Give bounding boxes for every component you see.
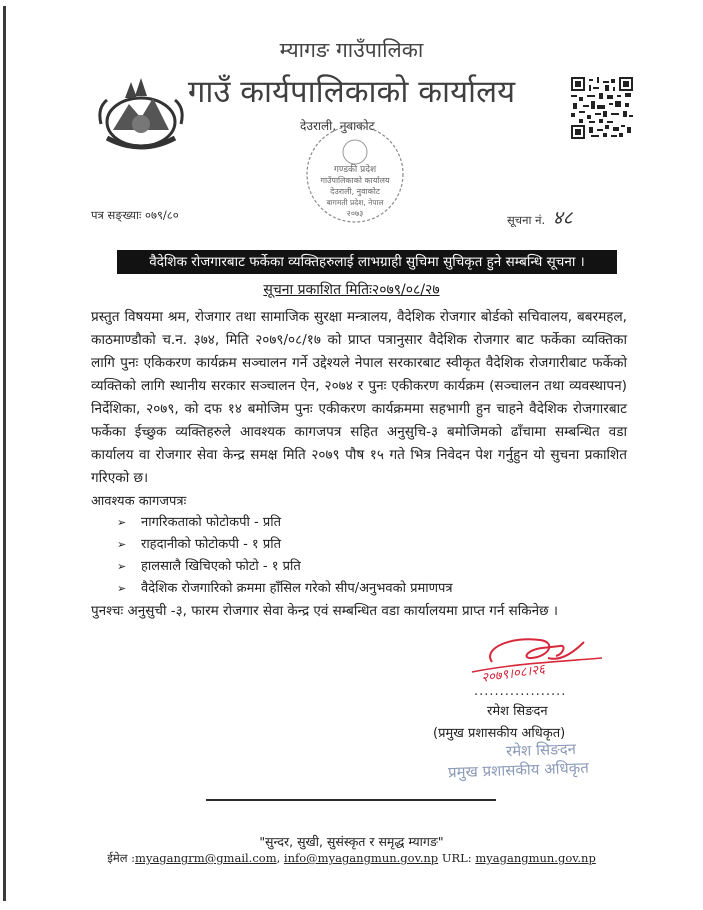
page-left-border: [3, 6, 6, 901]
postscript: पुनश्चः अनुसुची -३, फारम रोजगार सेवा केन्द्र एवं सम्बन्धित वडा कार्यालयमा प्राप्त गर्न सकिनेछ ।: [91, 603, 559, 619]
email-link-2[interactable]: info@myagangmun.gov.np: [283, 851, 439, 865]
notice-body: प्रस्तुत विषयमा श्रम, रोजगार तथा सामाजिक सुरक्षा मन्त्रालय, वैदेशिक रोजगार बोर्डको सचिवालय, बबरमहल, काठमाण्डौको च.न. ३७४, मिति २०७९/०८/१७ को प्राप्त पत्रानुसार वैदेशिक रोजगार बाट फर्केका व्यक्तिका लागि पुनः एकिकरण कार्यक्रम सञ्चालन गर्ने उद्देश्यले नेपाल सरकारबाट स्वीकृत वैदेशिक रोजगारीबाट फर्केको व्यक्तिको लागि स्थानीय सरकार सञ्चालन ऐन, २०७४ र पुनः एकीकरण कार्यक्रम (सञ्चालन तथा व्यवस्थापन) निर्देशिका, २०७९, को दफ १४ बमोजिम पुनः एकीकरण कार्यक्रममा सहभागी हुन चाहने वैदेशिक रोजगारबाट फर्केका ईच्छुक व्यक्तिहरुले आवश्यक कागजपत्र सहित अनुसुचि-३ बमोजिमको ढाँचामा सम्बन्धित वडा कार्यालय वा रोजगार सेवा केन्द्र समक्ष मिति २०७९ पौष १५ गते भित्र निवेदन पेश गर्नुहुन यो सुचना प्रकाशित गरिएको छ।: [91, 309, 627, 486]
documents-list: [117, 512, 453, 600]
seal-designation: प्रमुख प्रशासकीय अधिकृत: [447, 758, 590, 782]
stamp-line-3: देउराली, नुवाकोट: [330, 187, 380, 196]
document-item-1: नागरिकताको फोटोकपी - प्रति: [141, 515, 282, 530]
bullet-arrow-icon: ➢: [117, 538, 127, 551]
footer-slogan: "सुन्दर, सुखी, सुसंस्कृत र समृद्ध म्यागङ": [259, 834, 444, 849]
document-item-2: राहदानीको फोटोकपी - १ प्रति: [141, 537, 281, 552]
signature-date: २०७९।०८।२६: [480, 662, 546, 686]
reference-number: पत्र सङ्ख्याः ०७९/८०: [91, 208, 179, 222]
document-item-4: वैदेशिक रोजगारिको क्रममा हाँसिल गरेको सीप/अनुभवको प्रमाणपत्र: [141, 581, 453, 596]
bullet-arrow-icon: ➢: [117, 516, 127, 529]
office-address: देउराली, नुवाकोट: [300, 119, 375, 133]
list-item: [117, 578, 453, 600]
notice-number: [507, 204, 573, 230]
website-link[interactable]: myagangmun.gov.np: [475, 851, 596, 865]
stamp-line-5: २०७३: [346, 209, 364, 218]
bullet-arrow-icon: ➢: [117, 560, 127, 573]
notice-number-value: ४८: [552, 207, 573, 229]
publish-date: [0, 280, 703, 299]
notice-subject: वैदेशिक रोजगारबाट फर्केका व्यक्तिहरुलाई लाभग्राही सुचिमा सुचिकृत हुने सम्बन्धि सूचना ।: [117, 250, 617, 274]
list-item: [117, 556, 453, 578]
list-item: [117, 512, 453, 534]
stamp-line-2: गाउँपालिकाको कार्यालय: [320, 176, 390, 185]
handwritten-signature: [452, 628, 612, 690]
signatory-name: रमेश सिङदन: [487, 704, 548, 719]
municipality-name: म्यागङ गाउँपालिका: [279, 38, 424, 62]
stamp-line-1: गण्डकी प्रदेश: [333, 165, 377, 175]
document-item-3: हालसालै खिचिएको फोटो - १ प्रति: [141, 559, 301, 574]
email-separator: ,: [276, 851, 284, 865]
qr-code-icon[interactable]: [571, 77, 633, 139]
stamp-line-4: बागमती प्रदेश, नेपाल: [326, 198, 384, 207]
office-title: गाउँ कार्यपालिकाको कार्यालय: [187, 74, 516, 110]
footer-divider: [206, 799, 496, 801]
bullet-arrow-icon: ➢: [117, 582, 127, 595]
email-link-1[interactable]: myagangrm@gmail.com: [135, 851, 277, 865]
signatory-designation: (प्रमुख प्रशासकीय अधिकृत): [433, 726, 566, 741]
notice-number-label: सूचना नं.: [507, 213, 546, 227]
signature-line: ..................: [474, 684, 567, 699]
email-label: ईमेल :: [107, 851, 136, 865]
documents-heading: आवश्यक कागजपत्रः: [91, 494, 187, 509]
office-stamp: [300, 122, 410, 226]
publish-date-text: सूचना प्रकाशित मितिः२०७९/०८/२७: [263, 282, 440, 298]
seal-name: रमेश सिङदन: [505, 739, 577, 761]
footer-contact: [0, 851, 703, 866]
url-label: URL:: [441, 851, 472, 865]
list-item: [117, 534, 453, 556]
